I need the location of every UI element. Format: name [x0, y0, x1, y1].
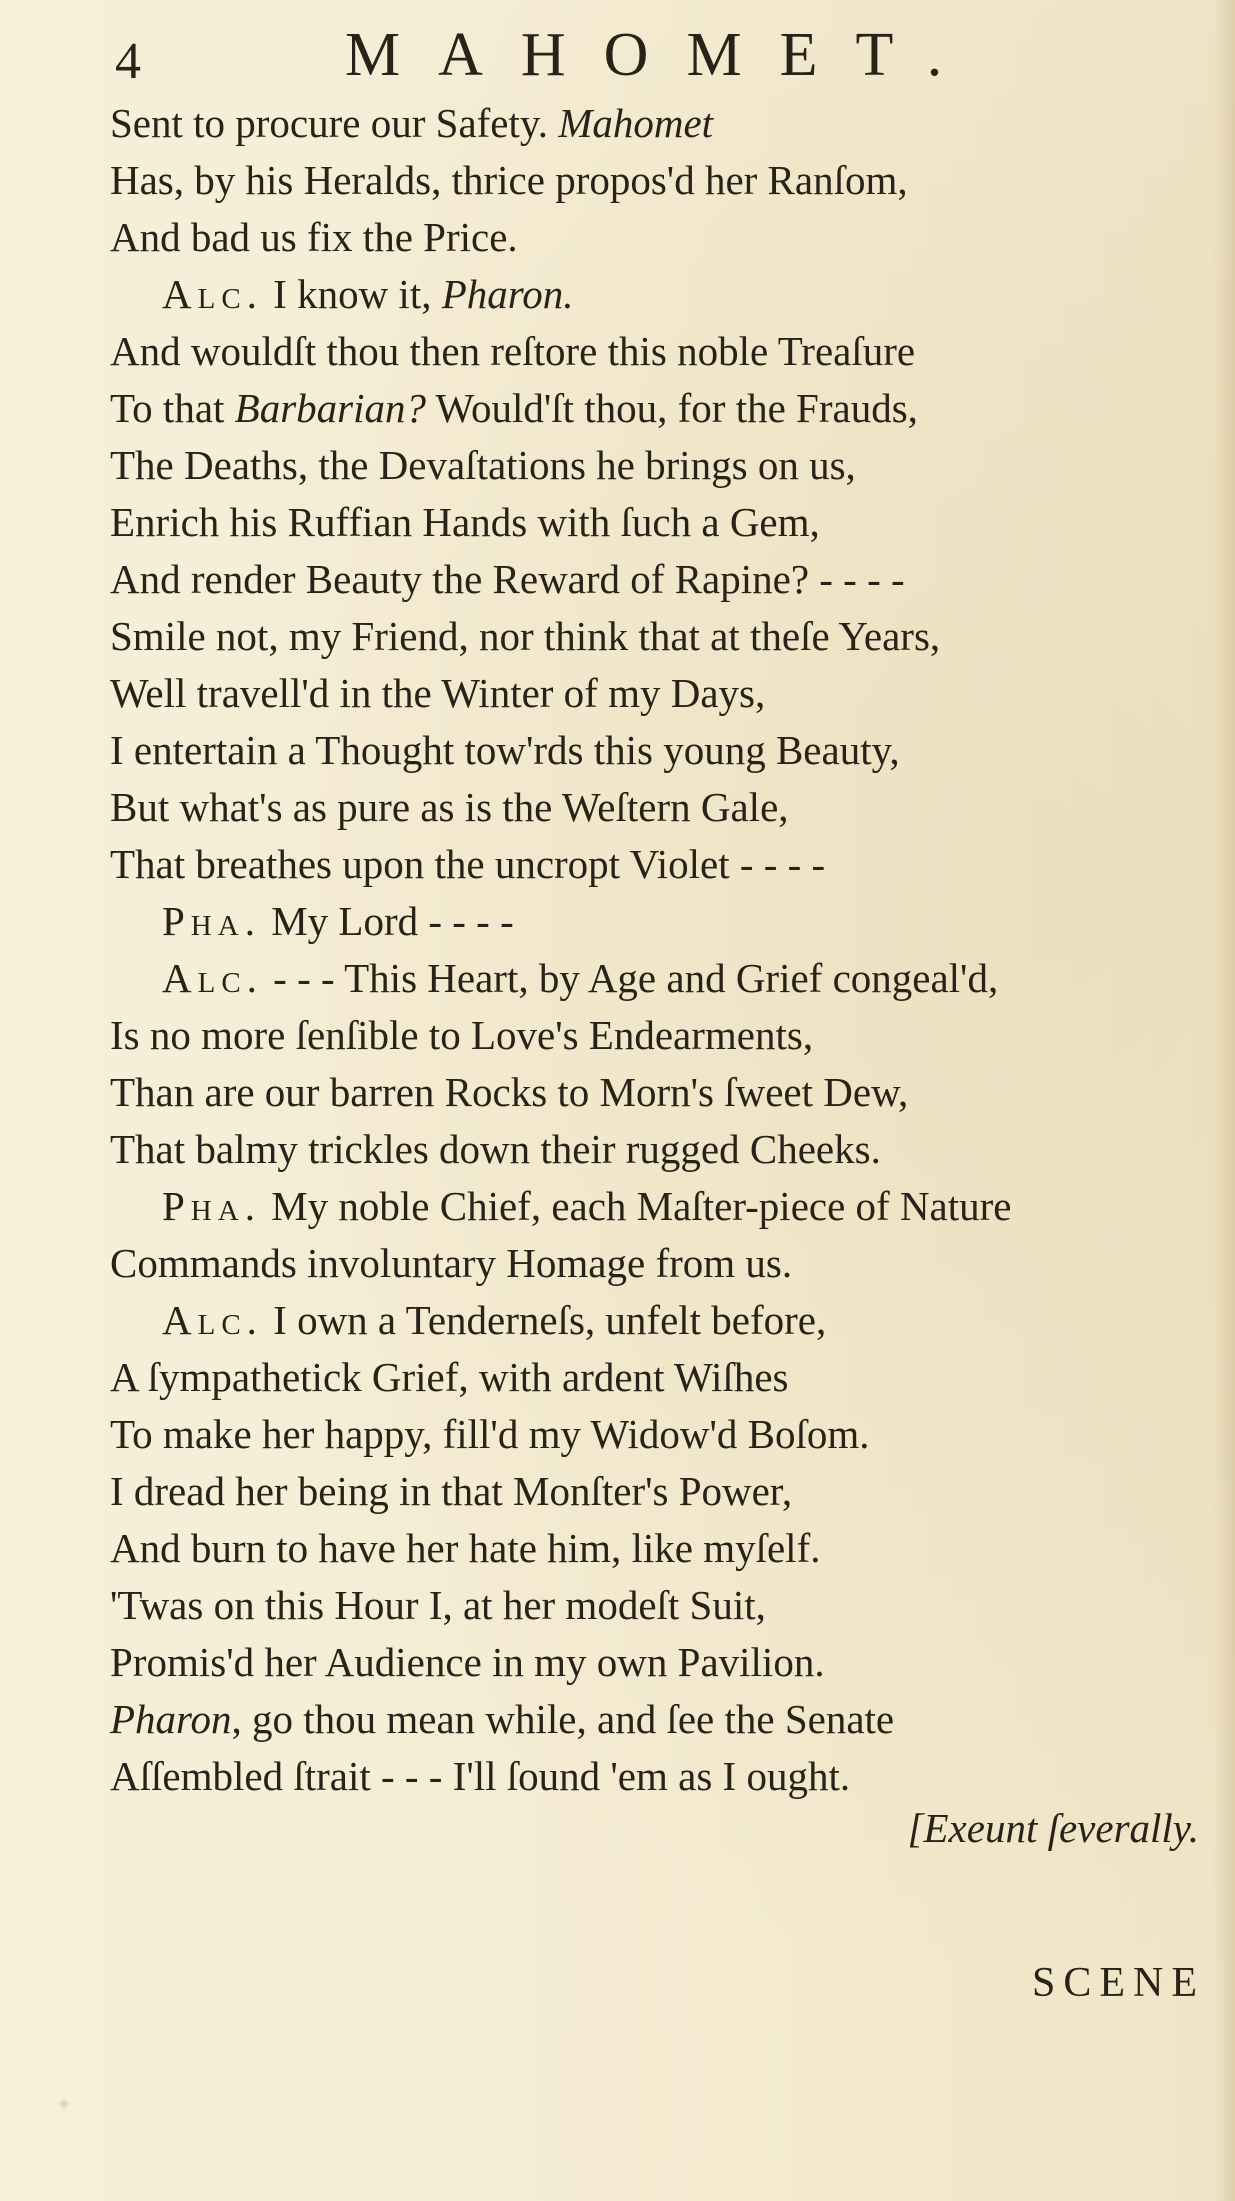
line-text: Aſſembled ſtrait - - - I'll ſound 'em as I ought.	[110, 1753, 851, 1799]
speaker-name: Alc.	[162, 271, 263, 317]
line-text: I entertain a Thought tow'rds this young Beauty,	[110, 727, 900, 773]
paper-blemish	[60, 2100, 68, 2108]
speaker-name: Alc.	[162, 1297, 263, 1343]
line-text: - - - This Heart, by Age and Grief congeal'd,	[262, 955, 999, 1001]
verse-line	[110, 1292, 1210, 1349]
line-text: To that	[110, 385, 235, 431]
verse-line	[110, 494, 1210, 551]
line-text: The Deaths, the Devaſtations he brings on us,	[110, 442, 856, 488]
verse-line	[110, 1235, 1210, 1292]
speaker-name: Pha.	[162, 1183, 261, 1229]
verse-line	[110, 1064, 1210, 1121]
line-text: To make her happy, fill'd my Widow'd Boſom.	[110, 1411, 870, 1457]
verse-line	[110, 380, 1210, 437]
verse-line	[110, 893, 1210, 950]
line-text: Than are our barren Rocks to Morn's ſweet Dew,	[110, 1069, 909, 1115]
italic-text: Pharon.	[441, 271, 574, 317]
verse-line	[110, 152, 1210, 209]
verse-line	[110, 779, 1210, 836]
line-text: Enrich his Ruffian Hands with ſuch a Gem,	[110, 499, 820, 545]
line-text: But what's as pure as is the Weſtern Gale,	[110, 784, 789, 830]
verse-line	[110, 1007, 1210, 1064]
line-text: Would'ſt thou, for the Frauds,	[426, 385, 918, 431]
verse-line	[110, 95, 1210, 152]
line-text: And wouldſt thou then reſtore this noble Treaſure	[110, 328, 916, 374]
running-head	[115, 14, 1095, 90]
line-text: And burn to have her hate him, like myſelf.	[110, 1525, 821, 1571]
verse-line	[110, 1691, 1210, 1748]
verse-line	[110, 1121, 1210, 1178]
verse-line	[110, 665, 1210, 722]
verse-line	[110, 437, 1210, 494]
speaker-name: Pha.	[162, 898, 261, 944]
verse-line	[110, 1463, 1210, 1520]
line-text: Is no more ſenſible to Love's Endearments,	[110, 1012, 814, 1058]
line-text: I own a Tenderneſs, unfelt before,	[262, 1297, 827, 1343]
speaker-name: Alc.	[162, 955, 263, 1001]
line-text: That breathes upon the uncropt Violet - - - -	[110, 841, 826, 887]
page-edge-shadow	[1213, 0, 1235, 2201]
verse-line	[110, 1406, 1210, 1463]
verse-line	[110, 722, 1210, 779]
italic-text: Barbarian?	[234, 385, 427, 431]
verse-line	[110, 608, 1210, 665]
line-text: Promis'd her Audience in my own Pavilion.	[110, 1639, 825, 1685]
verse-line	[110, 323, 1210, 380]
line-text: My noble Chief, each Maſter-piece of Nature	[260, 1183, 1012, 1229]
line-text: I know it,	[262, 271, 442, 317]
verse-text	[110, 95, 1210, 1805]
verse-line	[110, 551, 1210, 608]
verse-line	[110, 1520, 1210, 1577]
stage-direction: [Exeunt ſeverally.	[907, 1805, 1199, 1851]
line-text: Has, by his Heralds, thrice propos'd her Ranſom,	[110, 157, 908, 203]
line-text: Smile not, my Friend, nor think that at theſe Years,	[110, 613, 941, 659]
page-number: 4	[115, 33, 141, 90]
line-text: And render Beauty the Reward of Rapine? - - - -	[110, 556, 905, 602]
running-title: MAHOMET.	[345, 21, 981, 89]
verse-line	[110, 950, 1210, 1007]
line-text: A ſympathetick Grief, with ardent Wiſhes	[110, 1354, 789, 1400]
line-text: 'Twas on this Hour I, at her modeſt Suit,	[110, 1582, 766, 1628]
italic-text: Pharon	[110, 1696, 232, 1742]
catchword: SCENE	[1031, 1960, 1205, 2006]
line-text: , go thou mean while, and ſee the Senate	[231, 1696, 895, 1742]
line-text: That balmy trickles down their rugged Cheeks.	[110, 1126, 881, 1172]
verse-line	[110, 1634, 1210, 1691]
line-text: Commands involuntary Homage from us.	[110, 1240, 793, 1286]
verse-line	[110, 1577, 1210, 1634]
line-text: Well travell'd in the Winter of my Days,	[110, 670, 766, 716]
verse-line	[110, 836, 1210, 893]
italic-text: Mahomet	[558, 100, 714, 146]
verse-line	[110, 1349, 1210, 1406]
line-text: My Lord - - - -	[260, 898, 514, 944]
line-text: And bad us fix the Price.	[110, 214, 518, 260]
line-text: I dread her being in that Monſter's Power,	[110, 1468, 793, 1514]
verse-line	[110, 1748, 1210, 1805]
verse-line	[110, 209, 1210, 266]
verse-line	[110, 1178, 1210, 1235]
verse-line	[110, 266, 1210, 323]
line-text: Sent to procure our Safety.	[110, 100, 559, 146]
